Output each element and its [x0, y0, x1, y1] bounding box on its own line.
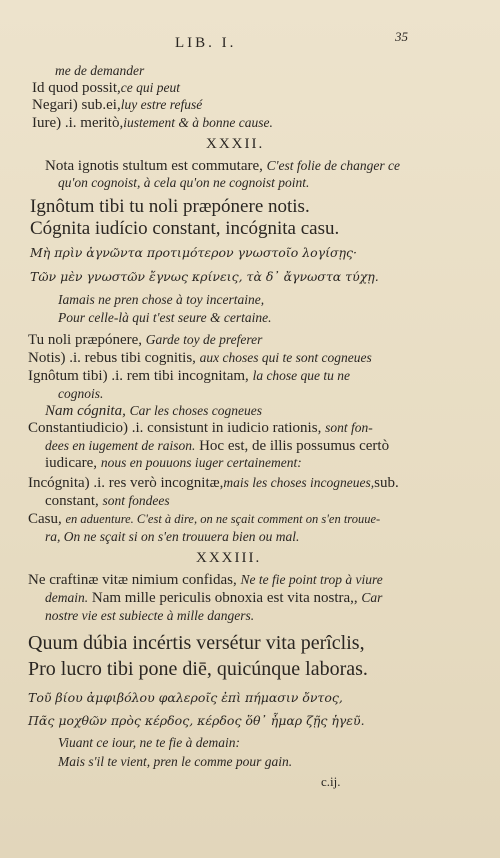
running-title: LIB. I. [175, 35, 237, 51]
carryover-line-2: Id quod possit,ce qui peut [32, 80, 180, 96]
gloss-6: Incógnita) .i. res verò incognitæ,mais les choses incogneues,sub. [28, 475, 399, 491]
carryover-line-4: Iure) .i. meritò,iustement & à bonne cause. [32, 115, 273, 131]
section-32-greek-1: Μὴ πρὶν ἀγνῶντα προτιμότερον γνωστοῖο λογίσῃς· [30, 245, 358, 260]
section-33-intro-cont: demain. Nam mille periculis obnoxia est vita nostra,, Car [45, 590, 383, 606]
section-33-verse-2: Pro lucro tibi pone diē, quicúnque laboras. [28, 658, 368, 680]
page-number: 35 [395, 29, 408, 44]
carryover-line-3: Negari) sub.ei,luy estre refusé [32, 97, 203, 113]
section-numeral-33: XXXIII. [196, 550, 262, 566]
gloss-3: Ignôtum tibi) .i. rem tibi incognitam, la chose que tu ne [28, 368, 351, 384]
section-33-greek-1: Τοῦ βίου ἀμφιβόλου φαλεροῖς ἐπὶ πήμασιν ὄντος, [28, 690, 343, 705]
gloss-5-cont-2: iudicare, nous en pouuons iuger certainement: [45, 455, 302, 471]
gloss-5-cont: dees en iugement de raison. Hoc est, de illis possumus certò [45, 438, 390, 454]
gloss-6-cont: constant, sont fondees [45, 493, 170, 509]
gloss-1: Tu noli præpónere, Garde toy de preferer [28, 332, 263, 348]
section-33-french-verse-2: Mais s'il te vient, pren le comme pour gain. [58, 754, 293, 769]
section-33-intro-cont-2: nostre vie est subiecte à mille dangers. [45, 608, 255, 623]
section-32-verse-2: Cógnita iudício constant, incógnita casu. [30, 218, 340, 239]
gloss-5: Constantiudicio) .i. consistunt in iudicio rationis, sont fon- [28, 420, 373, 436]
section-33-verse-1: Quum dúbia incértis versétur vita perîclis, [28, 632, 365, 654]
section-33-intro: Ne craftinæ vitæ nimium confidas, Ne te fie point trop à viure [28, 572, 383, 588]
gloss-2: Notis) .i. rebus tibi cognitis, aux choses qui te sont cogneues [28, 350, 372, 366]
signature-mark: c.ij. [321, 774, 341, 789]
carryover-line-1: me de demander [55, 63, 145, 78]
gloss-4: Nam cógnita, Car les choses cogneues [45, 403, 262, 419]
section-32-greek-2: Τῶν μὲν γνωστῶν ἔγνως κρίνεις, τὰ δ᾽ ἄγνωστα τύχῃ. [30, 269, 379, 284]
section-32-intro: Nota ignotis stultum est commutare, C'est folie de changer ce [45, 158, 400, 174]
section-32-french-verse-1: Iamais ne pren chose à toy incertaine, [58, 292, 265, 307]
gloss-7-cont: ra, On ne sçait si on s'en trouuera bien ou mal. [45, 529, 300, 544]
gloss-7: Casu, en aduenture. C'est à dire, on ne sçait comment on s'en trouue- [28, 511, 381, 527]
gloss-3-cont: cognois. [58, 386, 104, 401]
section-33-french-verse-1: Viuant ce iour, ne te fie à demain: [58, 735, 240, 750]
section-32-intro-cont: qu'on cognoist, à cela qu'on ne cognoist point. [58, 175, 310, 190]
section-32-french-verse-2: Pour celle-là qui t'est seure & certaine. [58, 310, 272, 325]
section-numeral-32: XXXII. [206, 136, 265, 152]
section-32-verse-1: Ignôtum tibi tu noli præpónere notis. [30, 196, 310, 217]
section-33-greek-2: Πᾶς μοχθῶν πρὸς κέρδος, κέρδος ὅθ᾽ ἦμαρ ζῇς ἡγεῦ. [28, 713, 365, 728]
